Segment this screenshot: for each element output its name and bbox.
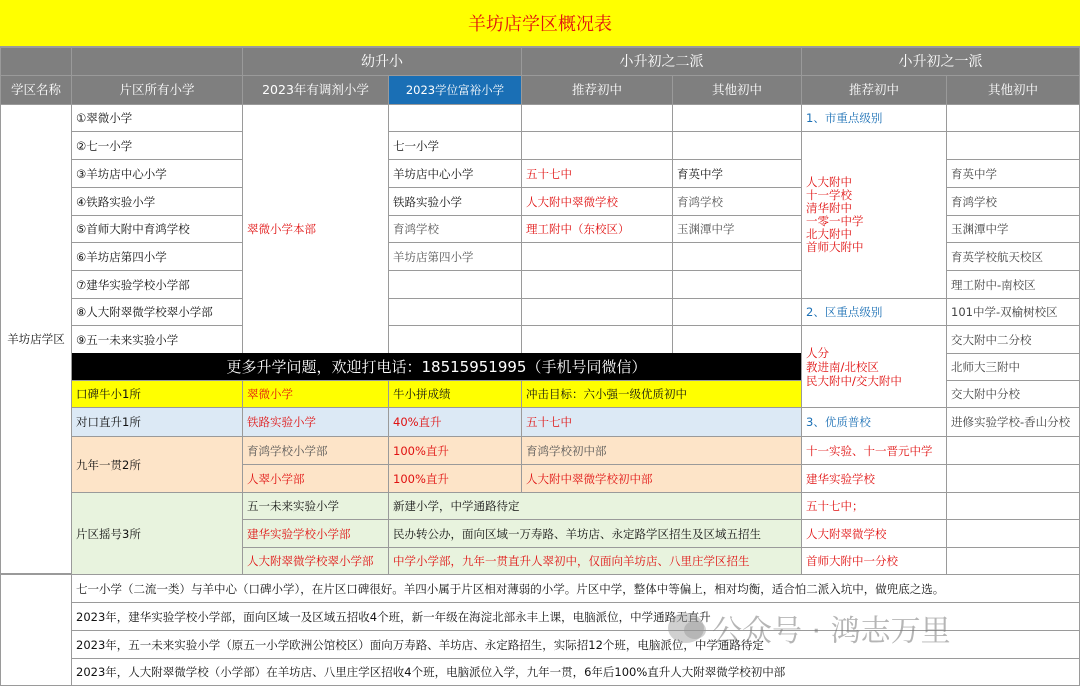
quality-3: 五十七中； [801, 492, 947, 520]
pai1-other-7: 交大附中二分校 [946, 325, 1080, 354]
pai1-level-quality: 3、优质普校 [801, 407, 947, 437]
pai1-district-2: 教进南/北校区 [806, 359, 879, 374]
lottery-label: 片区摇号3所 [71, 492, 243, 575]
quality-2: 建华实验学校 [801, 464, 947, 493]
pai1-oth-blank-1 [946, 436, 1080, 465]
school-7: ⑦建华实验学校小学部 [71, 270, 243, 299]
pai1-city-3: 清华附中 [806, 201, 852, 215]
nine-label: 九年一贯2所 [71, 436, 243, 493]
lottery-school-1: 五一未来实验小学 [242, 492, 389, 520]
pai2-rec-empty-1 [521, 104, 673, 132]
pai2-rec-empty-5 [521, 298, 673, 326]
koubei-note: 牛小拼成绩 [388, 380, 522, 408]
col-2023-adjust: 2023年有调剂小学 [242, 75, 389, 105]
pai2-oth-empty-6 [672, 325, 802, 354]
pai1-oth-empty-2 [946, 131, 1080, 160]
pai2-other-1: 育英中学 [672, 159, 802, 188]
pai1-other-8: 北师大三附中 [946, 353, 1080, 381]
col-district-name: 学区名称 [0, 75, 72, 105]
pai1-other-2: 育鸿学校 [946, 187, 1080, 216]
school-4: ④铁路实验小学 [71, 187, 243, 216]
lottery-note-1: 新建小学，中学通路待定 [388, 492, 802, 520]
pai2-oth-empty-3 [672, 242, 802, 271]
pai2-oth-empty-2 [672, 131, 802, 160]
pai1-oth-blank-5 [946, 547, 1080, 575]
rich-school-3: 铁路实验小学 [388, 187, 522, 216]
pai1-city-1: 人大附中 [806, 175, 852, 189]
nine-rate-1: 100%直升 [388, 436, 522, 465]
pai2-other-2: 育鸿学校 [672, 187, 802, 216]
school-8: ⑧人大附翠微学校翠小学部 [71, 298, 243, 326]
pai2-recommend-2: 人大附中翠微学校 [521, 187, 673, 216]
rich-empty-3 [388, 298, 522, 326]
pai1-city-list [801, 131, 947, 299]
district-name: 羊坊店学区 [0, 104, 72, 574]
duikou-school: 铁路实验小学 [242, 407, 389, 437]
contact-banner: 更多升学问题，欢迎打电话：18515951995（手机号同微信） [72, 353, 801, 380]
note-left-blank [0, 574, 72, 686]
group-youshengxiao: 幼升小 [242, 47, 522, 76]
adjust-school: 翠微小学本部 [242, 104, 389, 354]
note-1: 七一小学（二流一类）与羊中心（口碑小学），在片区口碑很好。羊四小属于片区相对薄弱的小学。片区中学，整体中等偏上，相对均衡，适合怕二派入坑中，做兜底之选。 [71, 574, 1080, 603]
koubei-school: 翠微小学 [242, 380, 389, 408]
blank-header [0, 47, 72, 76]
lottery-note-2: 民办转公办，面向区域一万寿路、羊坊店、永定路学区招生及区域五招生 [388, 519, 802, 548]
group-pai2: 小升初之二派 [521, 47, 802, 76]
lottery-school-3: 人大附翠微学校翠小学部 [242, 547, 389, 575]
pai2-rec-empty-4 [521, 270, 673, 299]
rich-school-2: 羊坊店中心小学 [388, 159, 522, 188]
school-1: ①翠微小学 [71, 104, 243, 132]
lottery-school-2: 建华实验学校小学部 [242, 519, 389, 548]
pai1-city-6: 首师大附中 [806, 240, 864, 254]
pai1-district-3: 民大附中/交大附中 [806, 373, 902, 388]
pai2-rec-empty-3 [521, 242, 673, 271]
note-3: 2023年，五一未来实验小学（原五一小学欧洲公馆校区）面向万寿路、羊坊店、永定路招生，实际招12个班，电脑派位，中学通路待定 [71, 630, 1080, 659]
pai1-city-5: 北大附中 [806, 227, 852, 241]
rich-school-4: 育鸿学校 [388, 215, 522, 243]
koubei-label: 口碑牛小1所 [71, 380, 243, 408]
pai2-oth-empty-1 [672, 104, 802, 132]
nine-mid-1: 育鸿学校初中部 [521, 436, 802, 465]
quality-5: 首师大附中一分校 [801, 547, 947, 575]
koubei-target: 冲击目标：六小强一级优质初中 [521, 380, 802, 408]
pai2-recommend-3: 理工附中（东校区） [521, 215, 673, 243]
rich-empty-4 [388, 325, 522, 354]
pai2-other-3: 玉渊潭中学 [672, 215, 802, 243]
school-2: ②七一小学 [71, 131, 243, 160]
pai1-other-9: 交大附中分校 [946, 380, 1080, 408]
col-other-mid-2: 其他初中 [946, 75, 1080, 105]
col-area-schools: 片区所有小学 [71, 75, 243, 105]
lottery-note-3: 中学小学部，九年一贯直升人翠初中，仅面向羊坊店、八里庄学区招生 [388, 547, 802, 575]
note-2: 2023年，建华实验学校小学部，面向区域一及区域五招收4个班，新一年级在海淀北部永丰上课，电脑派位，中学通路无直升 [71, 602, 1080, 631]
nine-rate-2: 100%直升 [388, 464, 522, 493]
col-2023-rich: 2023学位富裕小学 [388, 75, 522, 105]
quality-1: 十一实验、十一晋元中学 [801, 436, 947, 465]
school-6: ⑥羊坊店第四小学 [71, 242, 243, 271]
school-3: ③羊坊店中心小学 [71, 159, 243, 188]
nine-school-2: 人翠小学部 [242, 464, 389, 493]
rich-school-1: 七一小学 [388, 131, 522, 160]
pai1-city-2: 十一学校 [806, 188, 852, 202]
note-4: 2023年，人大附翠微学校（小学部）在羊坊店、八里庄学区招收4个班，电脑派位入学，九年一贯，6年后100%直升人大附翠微学校初中部 [71, 658, 1080, 686]
pai2-rec-empty-2 [521, 131, 673, 160]
pai1-oth-empty-1 [946, 104, 1080, 132]
pai1-other-3: 玉渊潭中学 [946, 215, 1080, 243]
nine-school-1: 育鸿学校小学部 [242, 436, 389, 465]
duikou-mid: 五十七中 [521, 407, 802, 437]
school-9: ⑨五一未来实验小学 [71, 325, 243, 354]
duikou-rate: 40%直升 [388, 407, 522, 437]
pai1-level-district: 2、区重点级别 [801, 298, 947, 326]
pai1-level-city: 1、市重点级别 [801, 104, 947, 132]
pai1-oth-blank-2 [946, 464, 1080, 493]
pai1-district-1: 人分 [806, 345, 829, 360]
watermark-text: 公众号 · 鸿志万里 [712, 614, 951, 649]
pai1-city-4: 一零一中学 [806, 214, 864, 228]
table-title: 羊坊店学区概况表 [0, 0, 1080, 47]
pai1-other-1: 育英中学 [946, 159, 1080, 188]
school-5: ⑤首师大附中育鸿学校 [71, 215, 243, 243]
pai2-oth-empty-4 [672, 270, 802, 299]
col-other-mid: 其他初中 [672, 75, 802, 105]
quality-4: 人大附翠微学校 [801, 519, 947, 548]
pai2-oth-empty-5 [672, 298, 802, 326]
group-pai1: 小升初之一派 [801, 47, 1080, 76]
duikou-label: 对口直升1所 [71, 407, 243, 437]
pai2-recommend-1: 五十七中 [521, 159, 673, 188]
pai1-other-10: 进修实验学校-香山分校 [946, 407, 1080, 437]
pai1-other-4: 育英学校航天校区 [946, 242, 1080, 271]
pai1-oth-blank-4 [946, 519, 1080, 548]
pai1-district-list [801, 325, 947, 408]
col-recommend-mid-2: 推荐初中 [801, 75, 947, 105]
blank-header-2 [71, 47, 243, 76]
nine-mid-2: 人大附中翠微学校初中部 [521, 464, 802, 493]
rich-empty-1 [388, 104, 522, 132]
pai2-rec-empty-6 [521, 325, 673, 354]
pai1-other-5: 理工附中-南校区 [946, 270, 1080, 299]
rich-empty-2 [388, 270, 522, 299]
pai1-other-6: 101中学-双榆树校区 [946, 298, 1080, 326]
col-recommend-mid: 推荐初中 [521, 75, 673, 105]
rich-school-5: 羊坊店第四小学 [388, 242, 522, 271]
pai1-oth-blank-3 [946, 492, 1080, 520]
